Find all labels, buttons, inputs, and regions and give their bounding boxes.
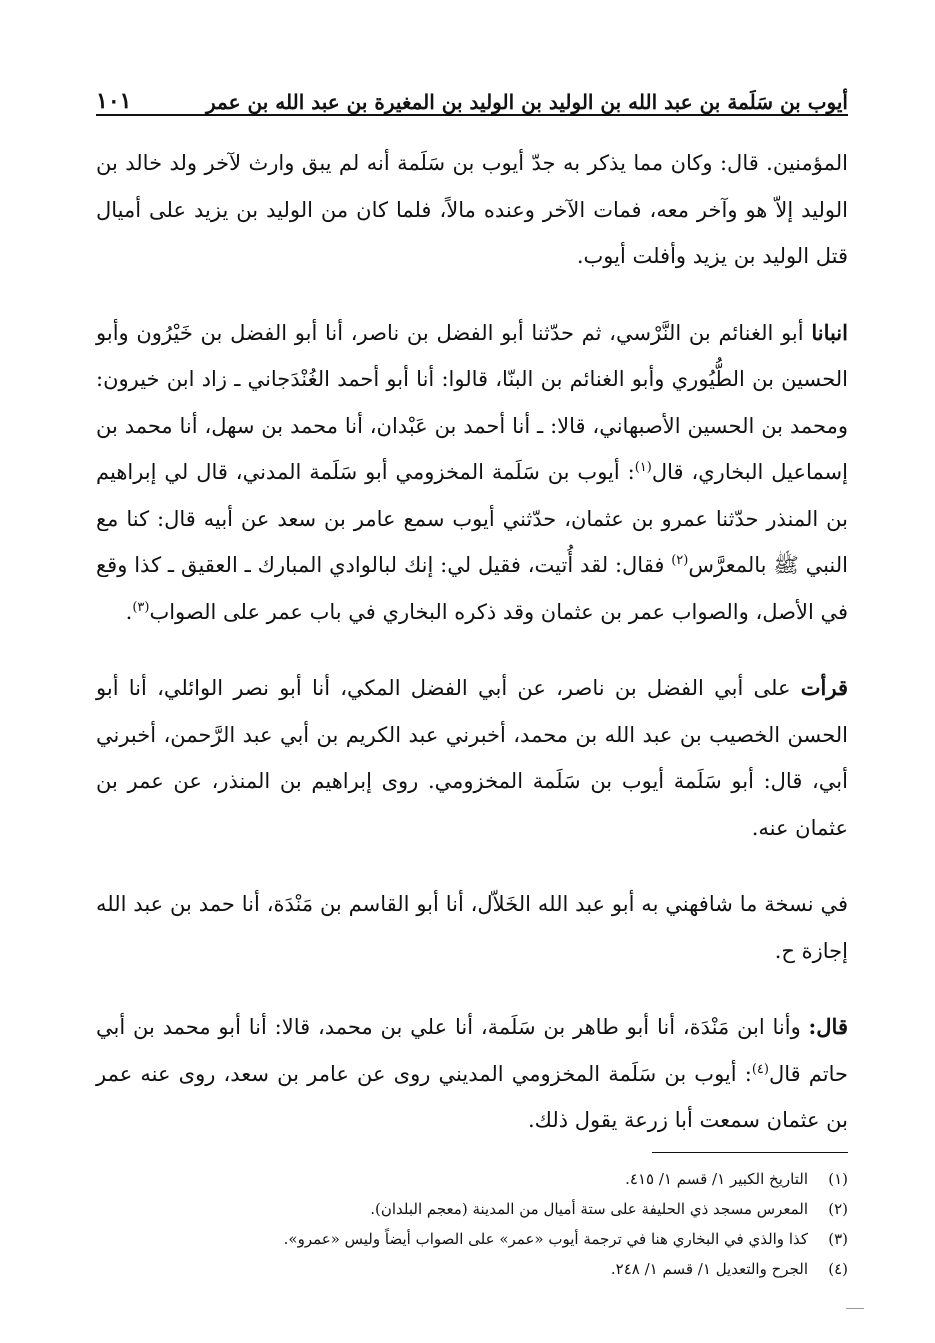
paragraph-5 <box>96 1004 848 1144</box>
paragraph-2-text-3: فقال: لقد أُتيت، فقيل لي: إنك لبالوادي المبارك ـ العقيق ـ كذا وقع في الأصل، والصواب عمر بن عثمان وقد ذكره البخاري في باب عمر على الصواب <box>96 553 848 624</box>
footnote-3 <box>96 1224 848 1254</box>
footnote-2-number: (٢) <box>828 1200 848 1218</box>
paragraph-3-text: على أبي الفضل بن ناصر، عن أبي الفضل المكي، أنا أبو نصر الوائلي، أنا أبو الحسن الخصيب بن عبد الله بن محمد، أخبرني عبد الكريم بن أبي عبد الرَّحمن، أخبرني أبي، قال: أبو سَلَمة أيوب بن سَلَمة المخزومي. روى إبراهيم بن المنذر، عن عمر بن عثمان عنه. <box>96 676 848 840</box>
footnote-divider <box>652 1152 848 1153</box>
running-header <box>96 74 848 116</box>
paragraph-5-text-1: وأنا ابن مَنْدَة، أنا أبو طاهر بن سَلَمة، أنا علي بن محمد، قالا: أنا أبو محمد بن أبي حاتم قال <box>96 1015 848 1086</box>
paragraph-2-text-1: أبو الغنائم بن النَّرْسي، ثم حدّثنا أبو الفضل بن ناصر، أنا أبو الفضل بن خَيْرُون وأبو الحسين بن الطُّيُوري وأبو الغنائم بن البنّا، قالوا: أنا أبو أحمد الغُنْدَجاني ـ زاد ابن خيرون: ومحمد بن الحسين الأصبهاني، قالا: ـ أنا أحمد بن عَبْدان، أنا محمد بن سهل، أنا محمد بن إسماعيل البخاري، قال <box>96 320 848 484</box>
footnote-ref-3: (٣) <box>132 599 150 615</box>
paragraph-2-text-2: : أيوب بن سَلَمة المخزومي أبو سَلَمة المدني، قال لي إبراهيم بن المنذر حدّثنا عمرو بن عثمان، حدّثني أيوب سمع عامر بن سعد عن أبيه قال: كنا مع النبي ﷺ بالمعرَّس <box>96 460 848 577</box>
footnote-4 <box>96 1254 848 1284</box>
paragraph-4-text: في نسخة ما شافهني به أبو عبد الله الخَلاّل، أنا أبو القاسم بن مَنْدَة، أنا حمد بن عبد الله إجازة ح. <box>96 892 848 963</box>
footnote-ref-2: (٢) <box>671 553 689 568</box>
footnotes <box>96 1164 848 1284</box>
page-number: ١٠١ <box>96 88 132 114</box>
paragraph-1-text: المؤمنين. قال: وكان مما يذكر به جدّ أيوب بن سَلَمة أنه لم يبق وارث لآخر ولد خالد بن الوليد إلاّ هو وآخر معه، فمات الآخر وعنده مالاً، فلما كان من الوليد بن يزيد على أميال قتل الوليد بن يزيد وأفلت أيوب. <box>96 151 848 268</box>
footnote-1-number: (١) <box>828 1170 848 1188</box>
paragraph-2 <box>96 310 848 636</box>
paragraph-2-lead: انبانا <box>811 319 848 345</box>
footnote-2-text: المعرس مسجد ذي الحليفة على ستة أميال من المدينة (معجم البلدان). <box>370 1200 808 1218</box>
footnote-ref-1: (١) <box>634 460 652 475</box>
footnote-1-text: التاريخ الكبير ١/ قسم ١/ ٤١٥. <box>625 1170 808 1188</box>
footnote-4-number: (٤) <box>828 1260 848 1278</box>
paragraph-3 <box>96 665 848 851</box>
footnote-4-text: الجرح والتعديل ١/ قسم ١/ ٢٤٨. <box>610 1260 808 1278</box>
footnote-3-number: (٣) <box>828 1230 848 1248</box>
page-edge-mark <box>846 1308 864 1309</box>
header-title: أيوب بن سَلَمة بن عبد الله بن الوليد بن الوليد بن المغيرة بن عبد الله بن عمر <box>206 90 848 114</box>
paragraph-4 <box>96 881 848 974</box>
paragraph-2-text-4: . <box>125 599 133 624</box>
paragraph-5-lead: قال: <box>808 1014 848 1039</box>
main-text <box>96 140 848 1144</box>
footnote-2 <box>96 1194 848 1224</box>
footnote-3-text: كذا والذي في البخاري هنا في ترجمة أيوب «عمر» على الصواب أيضاً وليس «عمرو». <box>283 1230 808 1248</box>
paragraph-3-lead: قرأت <box>800 675 848 700</box>
footnote-ref-4: (٤) <box>751 1061 769 1077</box>
footnote-1 <box>96 1164 848 1194</box>
paragraph-5-text-2: : أيوب بن سَلَمة المخزومي المديني روى عن عامر بن سعد، روى عنه عمر بن عثمان سمعت أبا زرعة يقول ذلك. <box>96 1061 848 1132</box>
paragraph-1 <box>96 140 848 280</box>
